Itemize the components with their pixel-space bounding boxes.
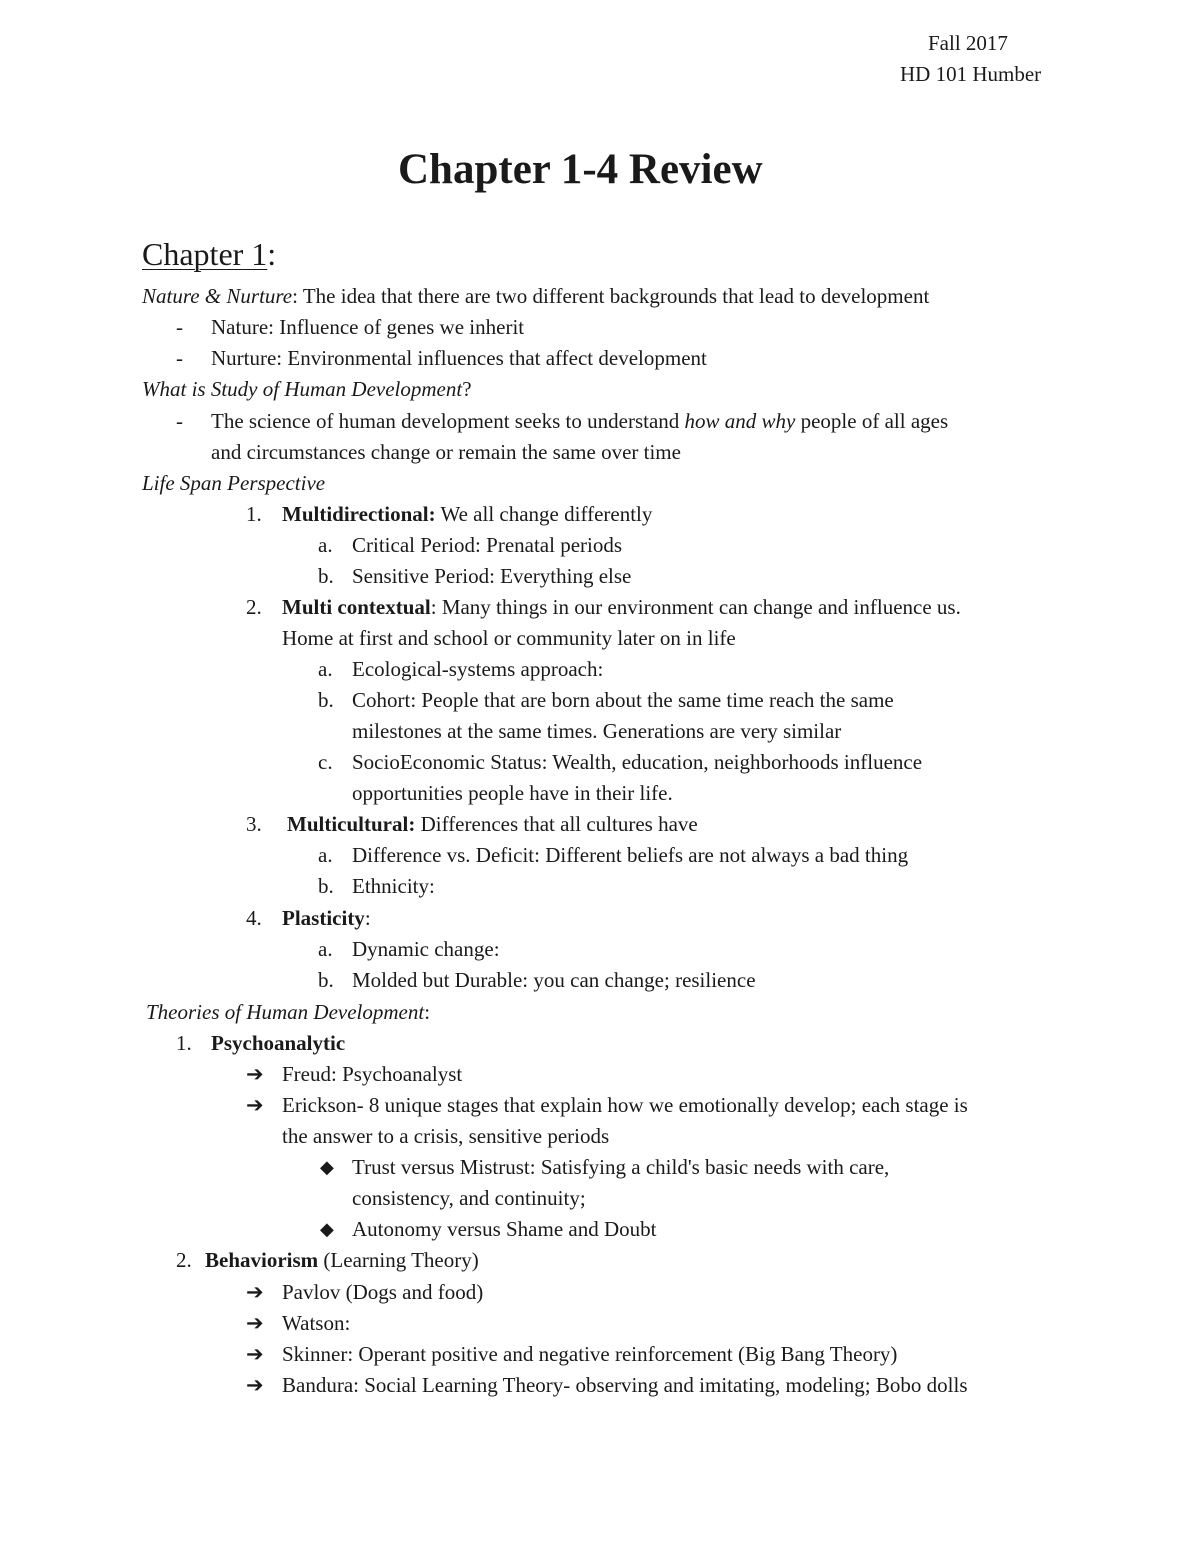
emphasis-how-and-why: how and why (684, 409, 796, 433)
theories-heading: Theories of Human Development: (146, 1000, 431, 1024)
header-course: HD 101 Humber (900, 62, 1042, 86)
list-item-cont: milestones at the same times. Generations are very similar (352, 719, 842, 743)
arrow-icon: ➔ (246, 1342, 264, 1366)
arrow-icon: ➔ (246, 1373, 264, 1397)
list-item: Ecological-systems approach: (352, 657, 604, 681)
nature-nurture-term: Nature & Nurture (142, 284, 293, 308)
list-letter: b. (318, 874, 334, 898)
page-title: Chapter 1-4 Review (398, 146, 763, 193)
list-number: 4. (246, 906, 262, 930)
list-item: Erickson- 8 unique stages that explain how we emotionally develop; each stage is (282, 1093, 968, 1117)
list-number: 3. (246, 812, 262, 836)
lifespan-item-multicontextual: Multi contextual: Many things in our environment can change and influence us. (282, 595, 961, 619)
dash-marker: - (176, 409, 183, 433)
list-item: Difference vs. Deficit: Different beliefs are not always a bad thing (352, 843, 909, 867)
arrow-icon: ➔ (246, 1311, 264, 1335)
list-letter: a. (318, 937, 333, 961)
list-number: 2. (176, 1248, 192, 1272)
list-letter: b. (318, 564, 334, 588)
theory-behaviorism: Behaviorism (Learning Theory) (205, 1248, 479, 1272)
list-item-cont: opportunities people have in their life. (352, 781, 673, 805)
study-definition-line-1: The science of human development seeks to understand how and why people of all ages (211, 409, 949, 433)
diamond-icon: ◆ (320, 1219, 334, 1239)
lifespan-item-multidirectional: Multidirectional: We all change differently (282, 502, 653, 526)
chapter-label: Chapter 1 (142, 236, 268, 272)
arrow-icon: ➔ (246, 1280, 264, 1304)
bullet-nurture: Nurture: Environmental influences that affect development (211, 346, 707, 370)
lifespan-item-plasticity: Plasticity: (282, 906, 371, 930)
list-item: Trust versus Mistrust: Satisfying a child's basic needs with care, (352, 1155, 890, 1179)
list-item: Dynamic change: (352, 937, 500, 961)
list-number: 1. (246, 502, 262, 526)
arrow-icon: ➔ (246, 1093, 264, 1117)
header-term: Fall 2017 (928, 31, 1008, 55)
dash-marker: - (176, 315, 183, 339)
lifespan-item-multicultural: Multicultural: Differences that all cultures have (287, 812, 698, 836)
list-item: SocioEconomic Status: Wealth, education, neighborhoods influence (352, 750, 923, 774)
list-item-cont: the answer to a crisis, sensitive periods (282, 1124, 610, 1148)
lifespan-heading: Life Span Perspective (142, 471, 326, 495)
study-question-mark: ? (462, 377, 472, 401)
list-item: Molded but Durable: you can change; resilience (352, 968, 756, 992)
chapter-colon: : (267, 236, 277, 272)
study-definition-line-2: and circumstances change or remain the same over time (211, 440, 681, 464)
diamond-icon: ◆ (320, 1157, 334, 1177)
list-letter: b. (318, 968, 334, 992)
list-item: Cohort: People that are born about the same time reach the same (352, 688, 894, 712)
bullet-nature: Nature: Influence of genes we inherit (211, 315, 525, 339)
list-number: 2. (246, 595, 262, 619)
lifespan-item-multicontextual-cont: Home at first and school or community later on in life (282, 626, 736, 650)
list-item: Critical Period: Prenatal periods (352, 533, 623, 557)
list-letter: c. (318, 750, 333, 774)
theory-psychoanalytic: Psychoanalytic (211, 1031, 346, 1055)
list-item: Skinner: Operant positive and negative reinforcement (Big Bang Theory) (282, 1342, 898, 1366)
list-letter: a. (318, 657, 333, 681)
chapter-heading (142, 234, 276, 274)
list-item: Watson: (282, 1311, 351, 1335)
list-item-cont: consistency, and continuity; (352, 1186, 586, 1210)
list-letter: b. (318, 688, 334, 712)
list-item: Ethnicity: (352, 874, 435, 898)
nature-nurture-definition: : The idea that there are two different backgrounds that lead to development (292, 284, 930, 308)
list-letter: a. (318, 843, 333, 867)
list-item: Bandura: Social Learning Theory- observing and imitating, modeling; Bobo dolls (282, 1373, 968, 1397)
dash-marker: - (176, 346, 183, 370)
study-term: What is Study of Human Development (142, 377, 463, 401)
nature-nurture-line (142, 283, 929, 309)
list-item: Sensitive Period: Everything else (352, 564, 632, 588)
list-item: Pavlov (Dogs and food) (282, 1280, 484, 1304)
list-number: 1. (176, 1031, 192, 1055)
list-letter: a. (318, 533, 333, 557)
list-item: Freud: Psychoanalyst (282, 1062, 463, 1086)
arrow-icon: ➔ (246, 1062, 264, 1086)
list-item: Autonomy versus Shame and Doubt (352, 1217, 657, 1241)
study-heading (142, 376, 472, 402)
